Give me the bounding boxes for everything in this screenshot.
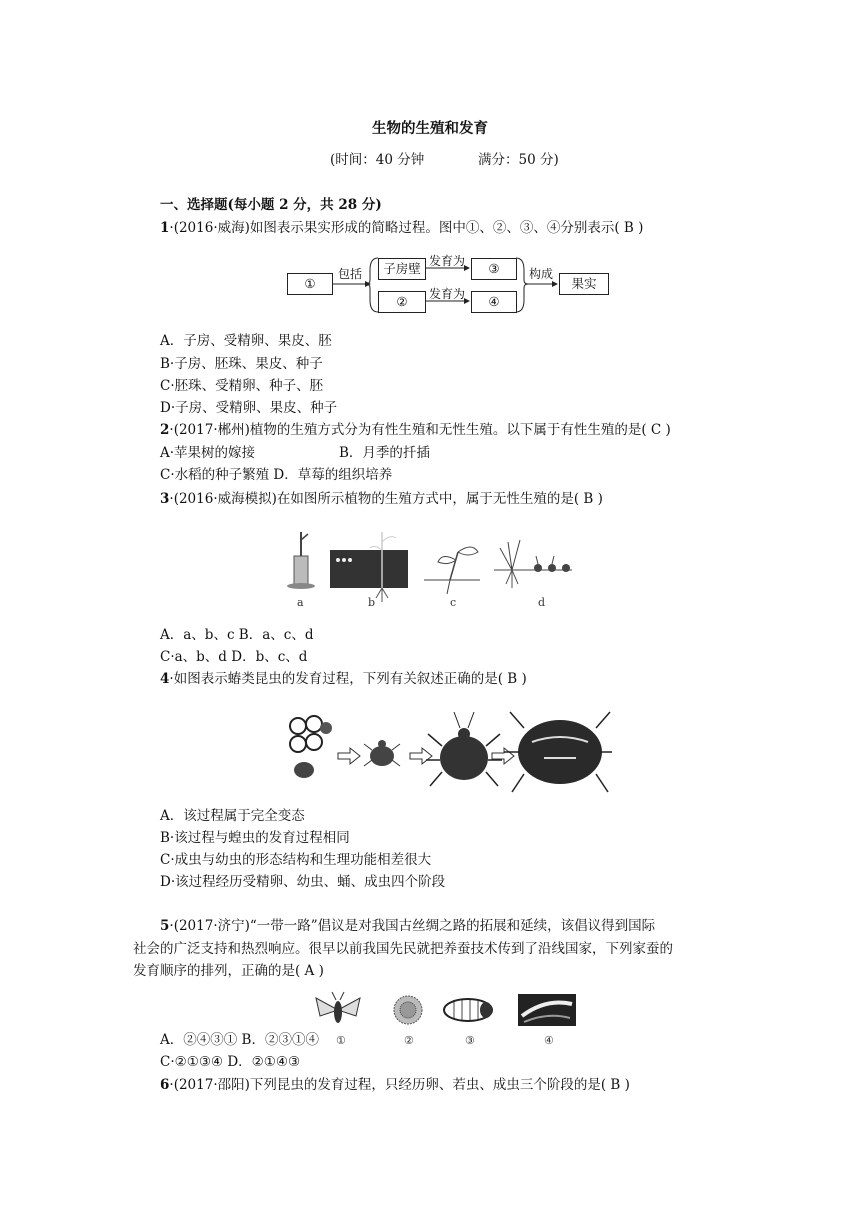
grafting-illustration (287, 532, 315, 589)
question-5-options-cd: C·②①③④ D．②①④③ (160, 1054, 301, 1070)
diagram-label-include: 包括 (338, 267, 363, 281)
question-5-options-ab: A．②④③① B．②③①④ (160, 1032, 319, 1048)
plant-reproduction-figure (282, 522, 582, 612)
diagram-label-form: 构成 (529, 267, 554, 281)
full-score: 满分：50 分) (478, 152, 559, 168)
diagram-box-4: ④ (471, 291, 517, 313)
question-3-options-cd: C·a、b、d D．b、c、d (160, 649, 308, 665)
question-5-line-3: 发育顺序的排列，正确的是( A ) (133, 963, 324, 979)
stinkbug-development-figure (282, 698, 612, 798)
question-2-options-cd: C·水稻的种子繁殖 D．草莓的组织培养 (160, 467, 393, 483)
section-heading: 一、选择题(每小题 2 分，共 28 分) (160, 197, 382, 213)
question-3-options-ab: A．a、b、c B．a、c、d (160, 627, 314, 643)
question-3-text: ·(2016·威海模拟)在如图所示植物的生殖方式中，属于无性生殖的是( B ) (169, 491, 603, 507)
diagram-box-3: ③ (471, 258, 517, 280)
diagram-box-ovary-wall: 子房壁 (378, 258, 426, 280)
question-3-stem (160, 491, 603, 507)
question-5-line-1 (160, 918, 655, 934)
runner-illustration (494, 540, 572, 588)
diagram-box-2: ② (378, 291, 426, 313)
question-4-option-a: A．该过程属于完全变态 (160, 808, 305, 824)
diagram-label-develop-2: 发育为 (429, 287, 466, 301)
question-2-number: 2 (160, 422, 170, 438)
figure-label-d: d (538, 596, 546, 609)
diagram-box-fruit: 果实 (559, 273, 609, 295)
silkmoth-illustration (316, 992, 360, 1023)
pupa-illustration (444, 999, 492, 1021)
larva-illustration (518, 994, 576, 1026)
question-4-option-c: C·成虫与幼虫的形态结构和生理功能相差很大 (160, 852, 432, 868)
cutting-illustration (424, 547, 480, 594)
adult-bug-illustration (504, 712, 612, 792)
question-1-text: ·(2016·威海)如图表示果实形成的简略过程。图中①、②、③、④分别表示( B ) (169, 220, 644, 236)
silkworm-eggs-illustration (394, 996, 422, 1024)
question-5-number: 5 (160, 918, 170, 934)
question-1-option-b: B·子房、胚珠、果皮、种子 (160, 356, 323, 372)
diagram-box-1: ① (287, 273, 333, 295)
question-6-stem (160, 1077, 630, 1093)
nymph-large-illustration (426, 712, 502, 786)
question-5-line-2: 社会的广泛支持和热烈响应。很早以前我国先民就把养蚕技术传到了沿线国家，下列家蚕的 (133, 941, 673, 957)
figure-label-b: b (368, 596, 376, 609)
question-1-option-c: C·胚珠、受精卵、种子、胚 (160, 378, 324, 394)
arrow-icon (410, 748, 432, 764)
question-3-number: 3 (160, 491, 170, 507)
arrow-icon (492, 748, 514, 764)
question-4-option-b: B·该过程与蝗虫的发育过程相同 (160, 830, 350, 846)
question-1-number: 1 (160, 220, 170, 236)
question-2-option-b: B．月季的扦插 (339, 445, 430, 461)
plant-illustrations (282, 522, 582, 612)
figure-label-c: c (450, 596, 457, 609)
question-6-text: ·(2017·邵阳)下列昆虫的发育过程，只经历卵、若虫、成虫三个阶段的是( B ) (169, 1077, 630, 1093)
silkworm-illustrations (308, 990, 588, 1030)
silkworm-stages-figure (308, 990, 588, 1030)
silkworm-label-4: ④ (544, 1034, 554, 1047)
question-2-stem (160, 422, 671, 438)
figure-label-a: a (297, 596, 304, 609)
question-4-option-d: D·该过程经历受精卵、幼虫、蛹、成虫四个阶段 (160, 874, 446, 890)
question-4-number: 4 (160, 671, 170, 687)
silkworm-label-2: ② (404, 1034, 414, 1047)
time-limit: (时间：40 分钟 (330, 152, 425, 168)
page-title: 生物的生殖和发育 (372, 120, 488, 137)
question-2-option-a: A·苹果树的嫁接 (160, 445, 256, 461)
question-2-text: ·(2017·郴州)植物的生殖方式分为有性生殖和无性生殖。以下属于有性生殖的是( C ) (169, 422, 671, 438)
question-6-number: 6 (160, 1077, 170, 1093)
silkworm-label-1: ① (336, 1034, 346, 1047)
nymph-small-illustration (364, 740, 400, 766)
silkworm-label-3: ③ (465, 1034, 475, 1047)
question-5-text-1: ·(2017·济宁)“一带一路”倡议是对我国古丝绸之路的拓展和延续，该倡议得到国际 (169, 918, 656, 934)
question-4-text: ·如图表示蝽类昆虫的发育过程，下列有关叙述正确的是( B ) (169, 671, 527, 687)
question-1-option-a: A．子房、受精卵、果皮、胚 (160, 333, 332, 349)
question-1-option-d: D·子房、受精卵、果皮、种子 (160, 400, 338, 416)
egg-cluster-illustration (290, 716, 332, 778)
diagram-label-develop-1: 发育为 (429, 254, 466, 268)
question-4-stem (160, 671, 527, 687)
arrow-icon (338, 748, 360, 764)
tissue-culture-illustration (330, 532, 408, 602)
